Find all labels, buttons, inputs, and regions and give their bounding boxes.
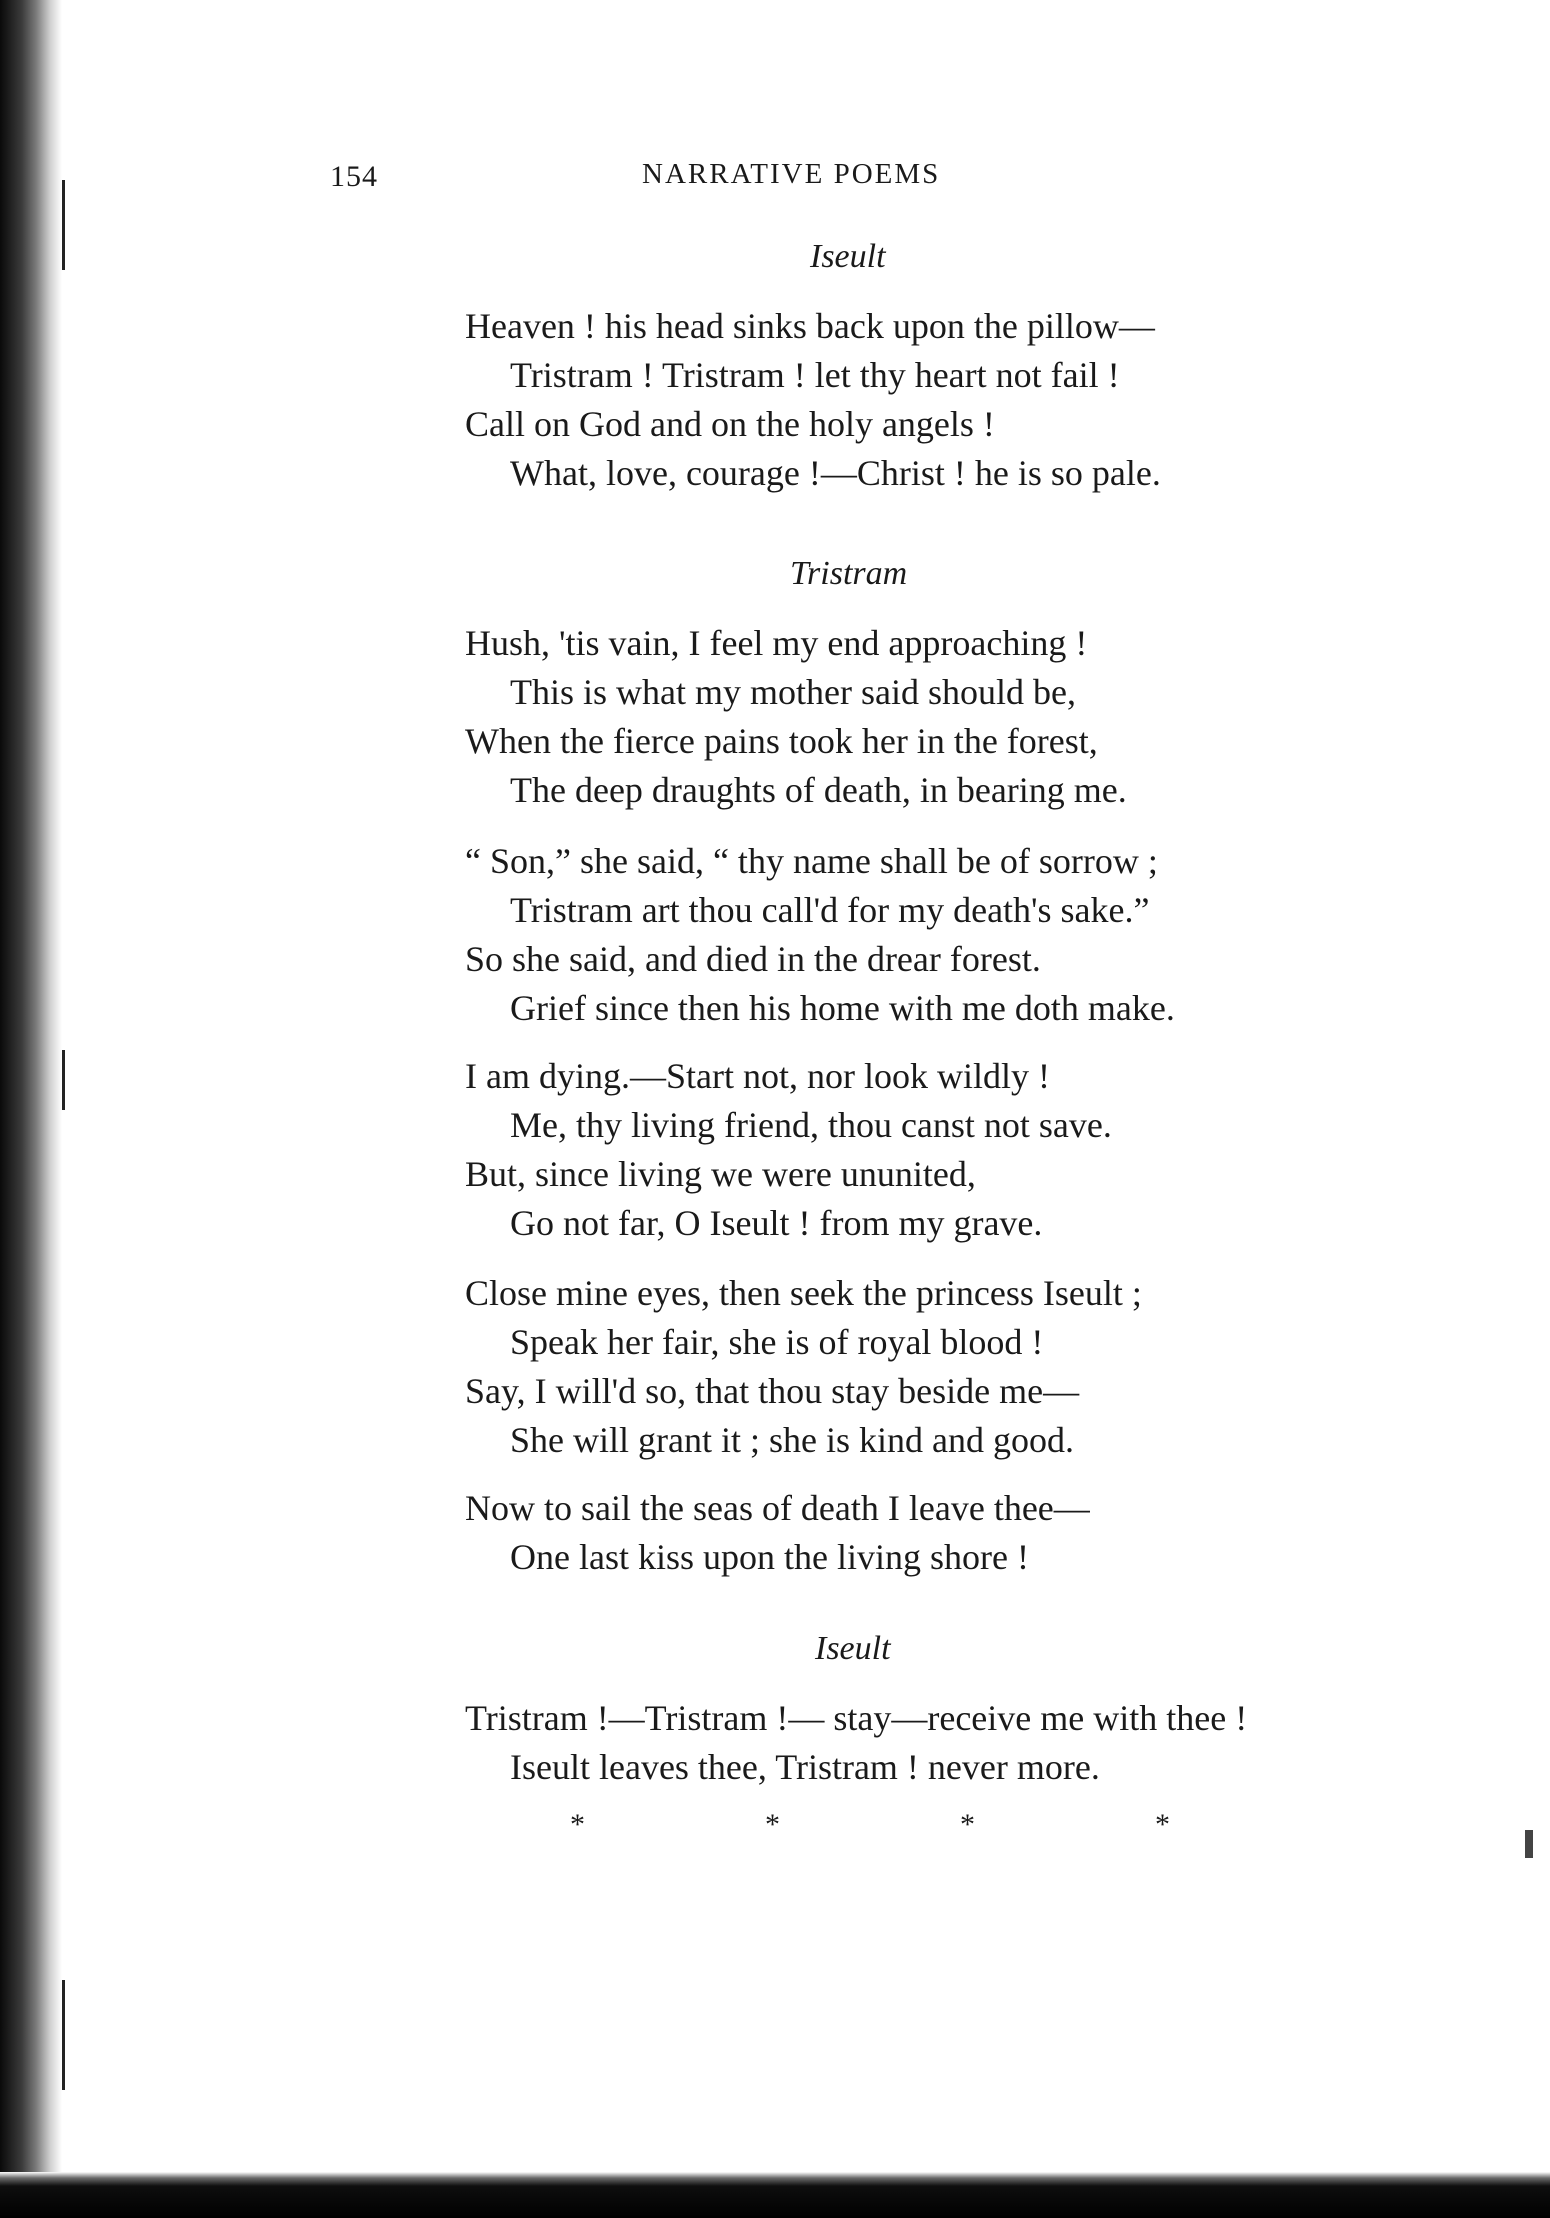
verse-line: Now to sail the seas of death I leave thee—: [465, 1488, 1090, 1528]
verse-line: Grief since then his home with me doth make.: [510, 988, 1175, 1028]
verse-line: Close mine eyes, then seek the princess Iseult ;: [465, 1273, 1142, 1313]
verse-line: This is what my mother said should be,: [510, 672, 1076, 712]
verse-line: But, since living we were ununited,: [465, 1154, 976, 1194]
asterism: *: [765, 1808, 780, 1841]
verse-line: “ Son,” she said, “ thy name shall be of sorrow ;: [465, 841, 1158, 881]
verse-line: Iseult leaves thee, Tristram ! never more.: [510, 1747, 1100, 1787]
scan-bottom-edge: [0, 2172, 1550, 2218]
speaker-heading: Iseult: [810, 238, 886, 275]
verse-line: When the fierce pains took her in the forest,: [465, 721, 1098, 761]
verse-line: The deep draughts of death, in bearing me.: [510, 770, 1127, 810]
verse-line: Speak her fair, she is of royal blood !: [510, 1322, 1044, 1362]
verse-line: What, love, courage !—Christ ! he is so pale.: [510, 453, 1161, 493]
section-break: [570, 1808, 1170, 1848]
binding-shadow: [62, 180, 65, 270]
verse-line: One last kiss upon the living shore !: [510, 1537, 1029, 1577]
running-title: NARRATIVE POEMS: [642, 158, 941, 190]
asterism: *: [960, 1808, 975, 1841]
binding-shadow: [62, 1050, 65, 1110]
verse-line: So she said, and died in the drear forest.: [465, 939, 1041, 979]
verse-line: Hush, 'tis vain, I feel my end approaching !: [465, 623, 1088, 663]
verse-line: Heaven ! his head sinks back upon the pillow—: [465, 306, 1155, 346]
verse-line: Call on God and on the holy angels !: [465, 404, 995, 444]
speaker-heading: Tristram: [790, 555, 908, 592]
asterism: *: [1155, 1808, 1170, 1841]
verse-line: Tristram art thou call'd for my death's sake.”: [510, 890, 1150, 930]
verse-line: Go not far, O Iseult ! from my grave.: [510, 1203, 1043, 1243]
verse-line: Tristram !—Tristram !— stay—receive me with thee !: [465, 1698, 1248, 1738]
verse-line: She will grant it ; she is kind and good.: [510, 1420, 1074, 1460]
verse-line: I am dying.—Start not, nor look wildly !: [465, 1056, 1050, 1096]
verse-line: Me, thy living friend, thou canst not save.: [510, 1105, 1112, 1145]
asterism: *: [570, 1808, 585, 1841]
book-binding-edge: [0, 0, 62, 2218]
page-number: 154: [330, 160, 378, 193]
verse-line: Tristram ! Tristram ! let thy heart not fail !: [510, 355, 1120, 395]
speaker-heading: Iseult: [815, 1630, 891, 1667]
scan-speck: [1525, 1830, 1533, 1858]
verse-line: Say, I will'd so, that thou stay beside me—: [465, 1371, 1080, 1411]
binding-shadow: [62, 1980, 65, 2090]
